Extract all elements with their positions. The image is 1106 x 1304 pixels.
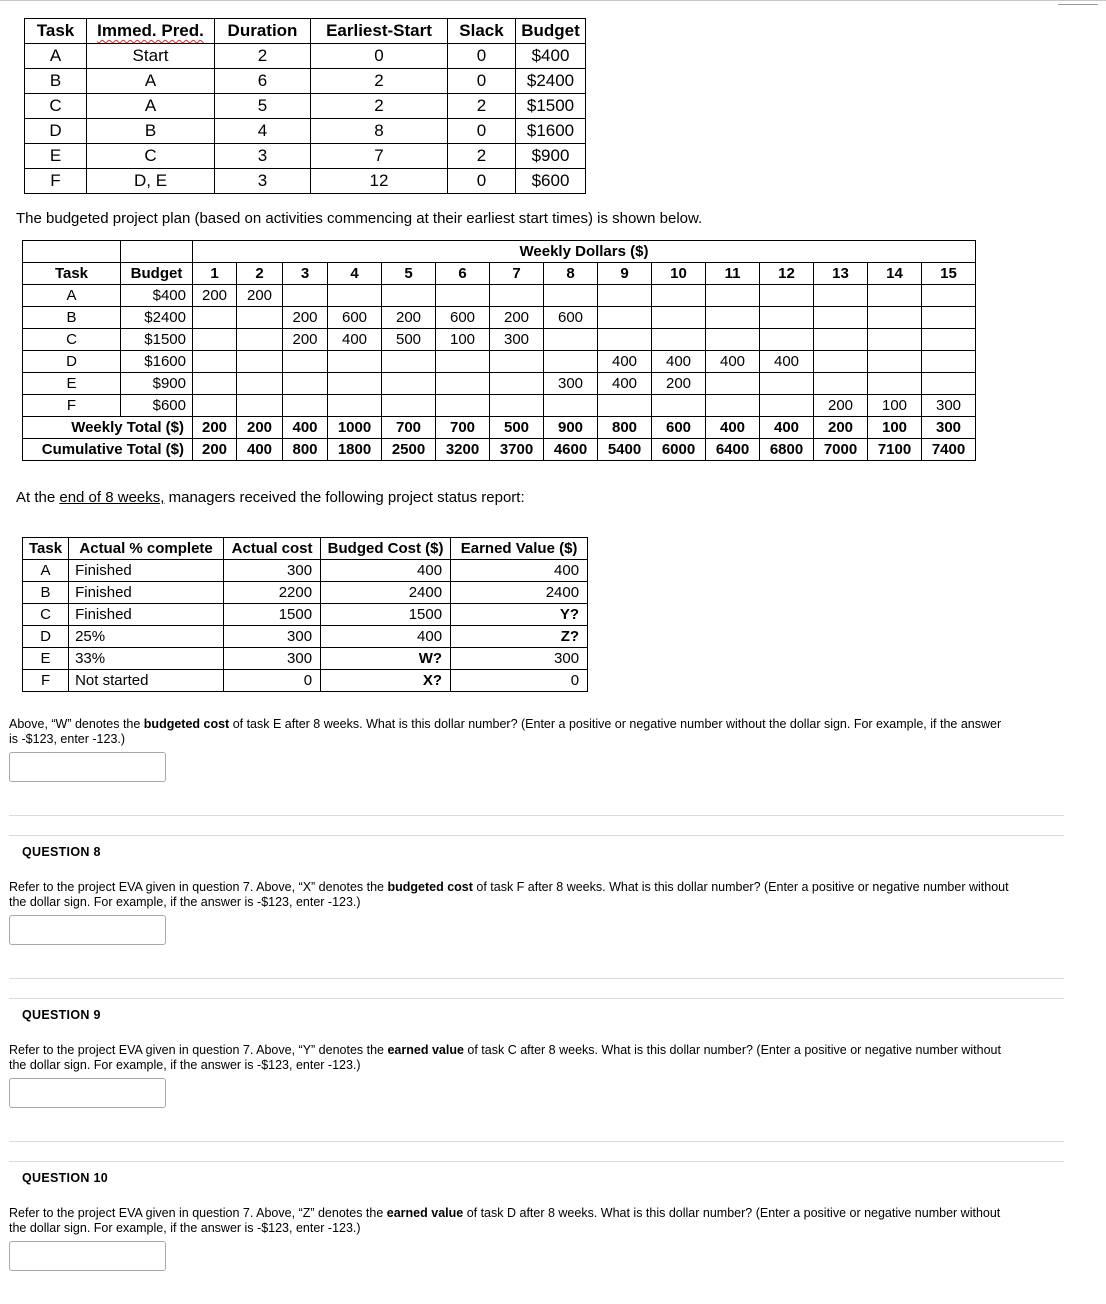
plan-week-cell: 200 (237, 285, 283, 307)
status-cell: Not started (69, 670, 224, 692)
header-cell: Earned Value ($) (451, 538, 588, 560)
weekly-total-label: Weekly Total ($) (23, 417, 193, 439)
plan-week-cell (760, 285, 814, 307)
weekly-total-cell: 700 (382, 417, 436, 439)
status-cell: C (23, 604, 69, 626)
plan-budget-cell: $400 (121, 285, 193, 307)
plan-task-cell: C (23, 329, 121, 351)
plan-week-cell (382, 373, 436, 395)
question-text-part: Refer to the project EVA given in question 7. Above, “X” denotes the (9, 880, 388, 894)
plan-row (23, 329, 976, 351)
status-row (23, 604, 588, 626)
plan-task-cell: E (23, 373, 121, 395)
plan-week-cell: 600 (544, 307, 598, 329)
plan-week-cell (922, 329, 976, 351)
activity-cell: A (87, 69, 215, 94)
weekly-total-cell: 200 (814, 417, 868, 439)
plan-week-cell (237, 307, 283, 329)
activity-cell: B (87, 119, 215, 144)
cumulative-total-cell: 3700 (490, 439, 544, 461)
plan-week-cell (237, 373, 283, 395)
cumulative-total-cell: 7100 (868, 439, 922, 461)
question-bold-term: budgeted cost (387, 880, 473, 894)
plan-week-cell (283, 351, 328, 373)
activity-cell: D, E (87, 169, 215, 194)
plan-week-cell: 300 (490, 329, 544, 351)
plan-week-cell (193, 351, 237, 373)
question-8-heading: QUESTION 8 (22, 845, 101, 859)
status-row (23, 670, 588, 692)
week-header: 5 (382, 263, 436, 285)
plan-week-cell: 200 (490, 307, 544, 329)
question-7-answer-input[interactable] (9, 752, 166, 782)
status-row (23, 582, 588, 604)
cumulative-total-cell: 3200 (436, 439, 490, 461)
plan-week-cell (237, 395, 283, 417)
cumulative-total-cell: 400 (237, 439, 283, 461)
weekly-total-cell: 600 (652, 417, 706, 439)
question-8-answer-input[interactable] (9, 915, 166, 945)
status-cell: F (23, 670, 69, 692)
plan-week-cell (706, 395, 760, 417)
plan-week-cell (760, 307, 814, 329)
activity-cell: B (25, 69, 87, 94)
weekly-total-cell: 100 (868, 417, 922, 439)
blank-header-cell (121, 241, 193, 263)
question-7-text (9, 717, 1009, 747)
status-cell: E (23, 648, 69, 670)
status-cell: Finished (69, 582, 224, 604)
plan-week-cell (760, 329, 814, 351)
cumulative-total-cell: 800 (283, 439, 328, 461)
header-cell: Actual cost (224, 538, 321, 560)
plan-week-cell (328, 395, 382, 417)
activity-cell: 8 (311, 119, 448, 144)
question-10-heading: QUESTION 10 (22, 1171, 108, 1185)
plan-week-cell (436, 373, 490, 395)
status-cell: 1500 (321, 604, 451, 626)
week-header: 7 (490, 263, 544, 285)
status-cell: 400 (451, 560, 588, 582)
weekly-total-cell: 200 (193, 417, 237, 439)
weekly-total-cell: 700 (436, 417, 490, 439)
plan-week-cell (283, 285, 328, 307)
plan-row (23, 351, 976, 373)
plan-week-cell: 600 (328, 307, 382, 329)
cumulative-total-cell: 4600 (544, 439, 598, 461)
plan-week-cell (283, 395, 328, 417)
plan-week-cell: 600 (436, 307, 490, 329)
plan-task-cell: A (23, 285, 121, 307)
plan-week-cell: 500 (382, 329, 436, 351)
activity-cell: C (25, 94, 87, 119)
plan-week-cell (328, 351, 382, 373)
activity-row (25, 94, 586, 119)
activity-cell: 3 (215, 169, 311, 194)
plan-week-cell (382, 285, 436, 307)
activity-cell: 2 (311, 69, 448, 94)
week-header: 10 (652, 263, 706, 285)
activity-cell: 2 (311, 94, 448, 119)
plan-week-cell (814, 307, 868, 329)
status-cell: Y? (451, 604, 588, 626)
activity-row (25, 119, 586, 144)
status-cell: D (23, 626, 69, 648)
activity-cell: F (25, 169, 87, 194)
activity-row (25, 169, 586, 194)
divider (9, 998, 1064, 999)
activity-table-header (25, 19, 586, 44)
activity-row (25, 144, 586, 169)
question-8-text (9, 880, 1009, 910)
plan-week-cell (598, 307, 652, 329)
plan-week-cell (598, 329, 652, 351)
plan-week-cell (436, 395, 490, 417)
weekly-dollars-header: Weekly Dollars ($) (193, 241, 976, 263)
activity-cell: Start (87, 44, 215, 69)
status-cell: W? (321, 648, 451, 670)
plan-week-cell (706, 329, 760, 351)
activity-cell: 7 (311, 144, 448, 169)
question-bold-term: earned value (387, 1043, 464, 1057)
plan-week-cell (598, 395, 652, 417)
plan-week-cell (490, 373, 544, 395)
plan-budget-cell: $1600 (121, 351, 193, 373)
plan-week-cell (328, 285, 382, 307)
cumulative-total-cell: 2500 (382, 439, 436, 461)
week-header: 9 (598, 263, 652, 285)
cumulative-total-cell: 6400 (706, 439, 760, 461)
activity-cell: 0 (448, 44, 516, 69)
question-text-part: of task E after 8 weeks. What is this dollar number? (Enter a positive or negative number without the dollar sign. For example, if the answer is -$123, enter -123.) (9, 717, 1002, 746)
plan-week-cell (490, 285, 544, 307)
weekly-total-cell: 400 (283, 417, 328, 439)
activity-cell: 5 (215, 94, 311, 119)
activity-cell: $2400 (516, 69, 586, 94)
plan-week-cell (490, 395, 544, 417)
week-header: 6 (436, 263, 490, 285)
question-text-part: Refer to the project EVA given in question 7. Above, “Z” denotes the (9, 1206, 387, 1220)
activity-cell: 2 (448, 94, 516, 119)
cumulative-total-label: Cumulative Total ($) (23, 439, 193, 461)
activity-table (24, 18, 586, 194)
status-row (23, 560, 588, 582)
plan-budget-cell: $600 (121, 395, 193, 417)
header-cell: Budged Cost ($) (321, 538, 451, 560)
cumulative-total-cell: 1800 (328, 439, 382, 461)
status-cell: 25% (69, 626, 224, 648)
activity-cell: 3 (215, 144, 311, 169)
status-cell: 2400 (451, 582, 588, 604)
plan-week-cell (760, 395, 814, 417)
status-cell: 300 (224, 648, 321, 670)
plan-week-cell (922, 285, 976, 307)
status-report-table (22, 537, 588, 692)
weekly-plan-table (22, 240, 976, 461)
activity-cell: A (87, 94, 215, 119)
status-intro-text (16, 489, 525, 506)
divider (9, 835, 1064, 836)
plan-week-cell (652, 285, 706, 307)
plan-row (23, 373, 976, 395)
question-bold-term: budgeted cost (143, 717, 230, 731)
plan-week-cell: 100 (868, 395, 922, 417)
plan-week-cell: 400 (328, 329, 382, 351)
plan-budget-cell: $2400 (121, 307, 193, 329)
weekly-total-cell: 400 (706, 417, 760, 439)
blank-header-cell (23, 241, 121, 263)
status-cell: 0 (224, 670, 321, 692)
question-text-part: of task F after 8 weeks. What is this dollar number? (Enter a positive or negative number without the dollar sign. For example, if the answer is -$123, enter -123.) (9, 880, 1009, 909)
status-cell: 400 (321, 626, 451, 648)
weekly-total-cell: 300 (922, 417, 976, 439)
plan-intro-text: The budgeted project plan (based on activities commencing at their earliest start times) is shown below. (16, 210, 703, 227)
plan-row (23, 307, 976, 329)
plan-week-cell (868, 351, 922, 373)
plan-week-cell: 300 (922, 395, 976, 417)
cumulative-total-cell: 200 (193, 439, 237, 461)
question-bold-term: earned value (386, 1206, 464, 1220)
plan-week-cell (193, 329, 237, 351)
plan-task-cell: D (23, 351, 121, 373)
plan-week-cell (598, 285, 652, 307)
plan-week-cell (237, 351, 283, 373)
budget-header: Budget (121, 263, 193, 285)
plan-week-cell (382, 351, 436, 373)
status-cell: 400 (321, 560, 451, 582)
status-row (23, 648, 588, 670)
week-header: 11 (706, 263, 760, 285)
status-cell: B (23, 582, 69, 604)
header-cell: Duration (215, 19, 311, 44)
plan-week-cell: 200 (652, 373, 706, 395)
divider (9, 1161, 1064, 1162)
status-cell: 33% (69, 648, 224, 670)
plan-row (23, 285, 976, 307)
activity-cell: D (25, 119, 87, 144)
status-cell: 300 (224, 626, 321, 648)
header-cell: Task (23, 538, 69, 560)
cumulative-total-cell: 6800 (760, 439, 814, 461)
plan-week-cell (814, 285, 868, 307)
plan-week-cell (436, 285, 490, 307)
status-cell: 0 (451, 670, 588, 692)
plan-budget-cell: $900 (121, 373, 193, 395)
activity-cell: 2 (215, 44, 311, 69)
activity-cell: 6 (215, 69, 311, 94)
activity-cell: 4 (215, 119, 311, 144)
week-header: 2 (237, 263, 283, 285)
weekly-total-cell: 900 (544, 417, 598, 439)
question-text-part: Above, “W” denotes the (9, 717, 144, 731)
plan-week-cell: 400 (598, 373, 652, 395)
plan-task-cell: B (23, 307, 121, 329)
plan-row (23, 395, 976, 417)
plan-week-cell (193, 307, 237, 329)
plan-budget-cell: $1500 (121, 329, 193, 351)
plan-week-cell: 400 (760, 351, 814, 373)
plan-week-cell (652, 329, 706, 351)
plan-week-cell (544, 329, 598, 351)
plan-week-cell (328, 373, 382, 395)
plan-task-cell: F (23, 395, 121, 417)
plan-week-cell (490, 351, 544, 373)
week-header: 4 (328, 263, 382, 285)
divider (9, 1141, 1064, 1142)
week-header: 13 (814, 263, 868, 285)
plan-week-cell (922, 307, 976, 329)
status-intro-after: managers received the following project status report: (164, 489, 525, 506)
plan-week-cell: 200 (283, 329, 328, 351)
activity-cell: $600 (516, 169, 586, 194)
plan-week-cell (544, 285, 598, 307)
activity-cell: $1600 (516, 119, 586, 144)
cumulative-total-cell: 7000 (814, 439, 868, 461)
week-header: 14 (868, 263, 922, 285)
plan-week-cell (868, 285, 922, 307)
status-row (23, 626, 588, 648)
weekly-total-cell: 400 (760, 417, 814, 439)
status-cell: 1500 (224, 604, 321, 626)
week-header: 1 (193, 263, 237, 285)
activity-cell: 0 (311, 44, 448, 69)
status-cell: Finished (69, 604, 224, 626)
cumulative-total-cell: 6000 (652, 439, 706, 461)
question-text-part: Refer to the project EVA given in question 7. Above, “Y” denotes the (9, 1043, 388, 1057)
plan-week-cell (814, 373, 868, 395)
cumulative-total-row (23, 439, 976, 461)
plan-week-cell (706, 285, 760, 307)
plan-week-cell (382, 395, 436, 417)
activity-cell: E (25, 144, 87, 169)
week-header: 8 (544, 263, 598, 285)
header-cell: Slack (448, 19, 516, 44)
plan-week-cell: 200 (814, 395, 868, 417)
plan-week-cell (652, 395, 706, 417)
activity-cell: 0 (448, 69, 516, 94)
weekly-total-cell: 200 (237, 417, 283, 439)
plan-week-cell (706, 373, 760, 395)
activity-row (25, 69, 586, 94)
plan-week-cell (922, 351, 976, 373)
plan-week-cell (814, 351, 868, 373)
plan-week-cell: 400 (652, 351, 706, 373)
plan-week-cell: 400 (706, 351, 760, 373)
question-10-text (9, 1206, 1009, 1236)
plan-week-cell (544, 351, 598, 373)
status-cell: 2400 (321, 582, 451, 604)
plan-week-cell (652, 307, 706, 329)
plan-week-cell (283, 373, 328, 395)
divider (9, 815, 1064, 816)
status-cell: A (23, 560, 69, 582)
activity-cell: 12 (311, 169, 448, 194)
plan-week-cell: 200 (283, 307, 328, 329)
status-intro-underlined: end of 8 weeks, (59, 489, 165, 506)
activity-cell: A (25, 44, 87, 69)
plan-week-cell (436, 351, 490, 373)
question-9-text (9, 1043, 1009, 1073)
week-header: 15 (922, 263, 976, 285)
task-header: Task (23, 263, 121, 285)
header-cell: Task (25, 19, 87, 44)
status-cell: 300 (451, 648, 588, 670)
plan-week-cell: 100 (436, 329, 490, 351)
question-9-answer-input[interactable] (9, 1078, 166, 1108)
status-cell: Z? (451, 626, 588, 648)
plan-week-cell (193, 373, 237, 395)
plan-week-cell: 300 (544, 373, 598, 395)
activity-cell: C (87, 144, 215, 169)
weekly-total-row (23, 417, 976, 439)
divider (9, 978, 1064, 979)
question-text-part: of task D after 8 weeks. What is this dollar number? (Enter a positive or negative number without the dollar sign. For example, if the answer is -$123, enter -123.) (9, 1206, 1001, 1235)
activity-cell: 0 (448, 169, 516, 194)
question-text-part: of task C after 8 weeks. What is this dollar number? (Enter a positive or negative number without the dollar sign. For example, if the answer is -$123, enter -123.) (9, 1043, 1001, 1072)
plan-week-cell: 200 (193, 285, 237, 307)
status-cell: 2200 (224, 582, 321, 604)
top-divider (0, 0, 1106, 1)
activity-cell: $900 (516, 144, 586, 169)
weekly-total-cell: 1000 (328, 417, 382, 439)
activity-row (25, 44, 586, 69)
weekly-total-cell: 800 (598, 417, 652, 439)
plan-week-cell (193, 395, 237, 417)
activity-cell: $1500 (516, 94, 586, 119)
plan-week-cell (868, 307, 922, 329)
status-cell: Finished (69, 560, 224, 582)
cumulative-total-cell: 7400 (922, 439, 976, 461)
activity-cell: 2 (448, 144, 516, 169)
header-cell: Actual % complete (69, 538, 224, 560)
header-cell: Earliest-Start (311, 19, 448, 44)
plan-week-cell (706, 307, 760, 329)
plan-week-cell (544, 395, 598, 417)
question-10-answer-input[interactable] (9, 1241, 166, 1271)
week-header: 12 (760, 263, 814, 285)
weekly-total-cell: 500 (490, 417, 544, 439)
plan-week-cell (868, 373, 922, 395)
plan-week-cell: 200 (382, 307, 436, 329)
status-intro-before: At the (16, 489, 60, 506)
header-cell: Immed. Pred. (87, 19, 215, 44)
plan-week-cell (814, 329, 868, 351)
status-cell: 300 (224, 560, 321, 582)
plan-week-cell (868, 329, 922, 351)
week-header: 3 (283, 263, 328, 285)
plan-week-cell (760, 373, 814, 395)
activity-cell: $400 (516, 44, 586, 69)
plan-week-cell (922, 373, 976, 395)
header-cell: Budget (516, 19, 586, 44)
status-cell: X? (321, 670, 451, 692)
activity-cell: 0 (448, 119, 516, 144)
plan-week-cell (237, 329, 283, 351)
question-9-heading: QUESTION 9 (22, 1008, 101, 1022)
cumulative-total-cell: 5400 (598, 439, 652, 461)
top-right-mark (1058, 0, 1098, 5)
plan-week-cell: 400 (598, 351, 652, 373)
